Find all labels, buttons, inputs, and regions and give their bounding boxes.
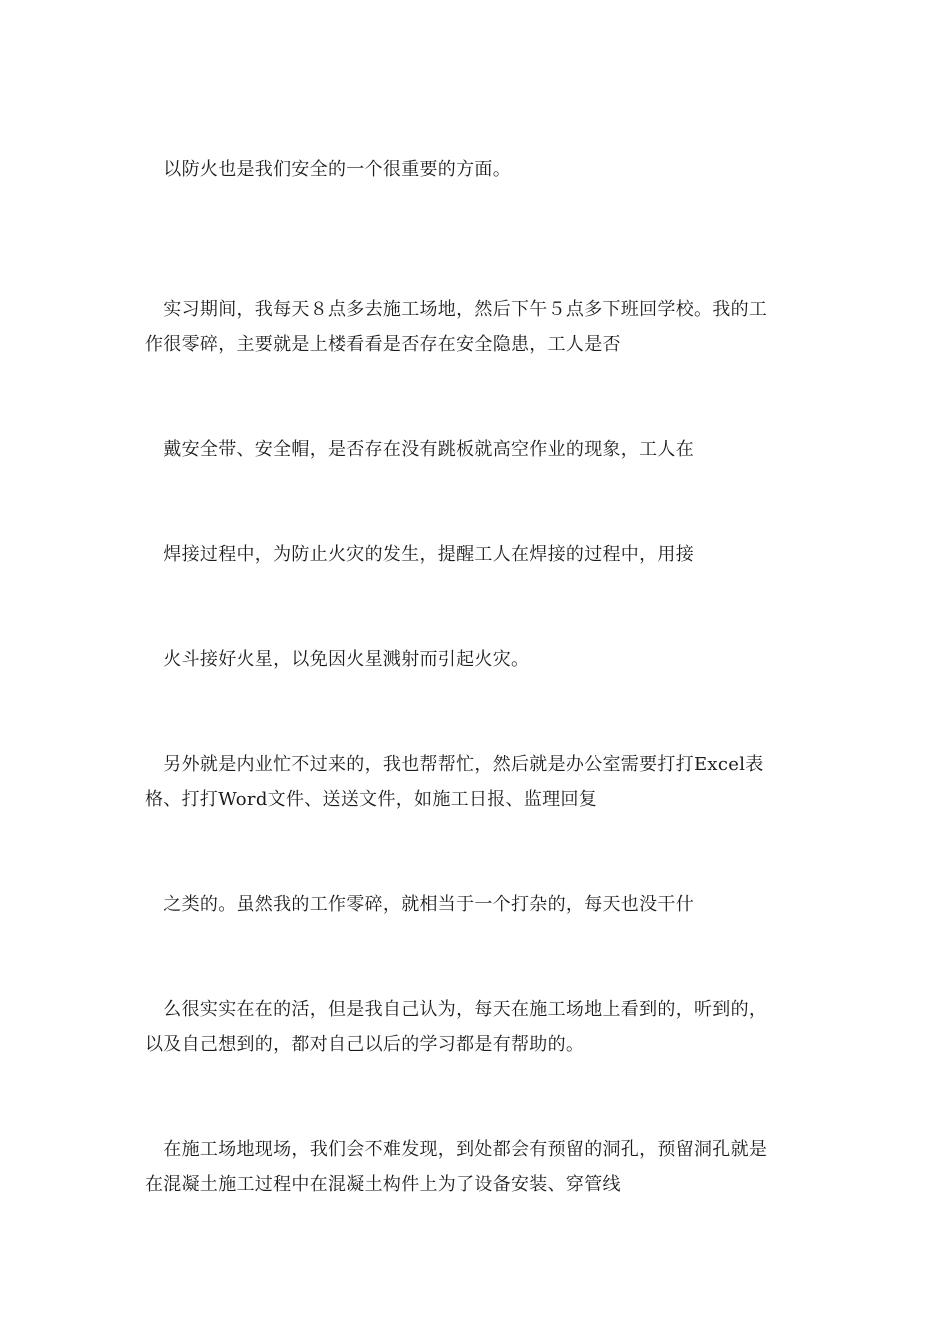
text-line: 么很实实在在的活，但是我自己认为，每天在施工场地上看到的，听到的， bbox=[145, 999, 768, 1020]
text-line: 在混凝土施工过程中在混凝土构件上为了设备安装、穿管线 bbox=[145, 1174, 621, 1195]
text-line: 实习期间，我每天８点多去施工场地，然后下午５点多下班回学校。我的工 bbox=[145, 299, 768, 320]
text-line: 焊接过程中，为防止火灾的发生，提醒工人在焊接的过程中，用接 bbox=[145, 544, 694, 565]
text-line: 作很零碎，主要就是上楼看看是否存在安全隐患，工人是否 bbox=[145, 334, 621, 355]
text-line: 以及自己想到的，都对自己以后的学习都是有帮助的。 bbox=[145, 1034, 585, 1055]
text-line: 火斗接好火星，以免因火星溅射而引起火灾。 bbox=[145, 649, 530, 670]
text-line: 之类的。虽然我的工作零碎，就相当于一个打杂的，每天也没干什 bbox=[145, 894, 694, 915]
text-line: 格、打打Word文件、送送文件，如施工日报、监理回复 bbox=[145, 789, 598, 810]
text-line: 戴安全带、安全帽，是否存在没有跳板就高空作业的现象，工人在 bbox=[145, 439, 694, 460]
text-line: 以防火也是我们安全的一个很重要的方面。 bbox=[145, 159, 511, 180]
text-line: 另外就是内业忙不过来的，我也帮帮忙，然后就是办公室需要打打Excel表 bbox=[145, 754, 764, 775]
text-line: 在施工场地现场，我们会不难发现，到处都会有预留的洞孔，预留洞孔就是 bbox=[145, 1139, 768, 1160]
